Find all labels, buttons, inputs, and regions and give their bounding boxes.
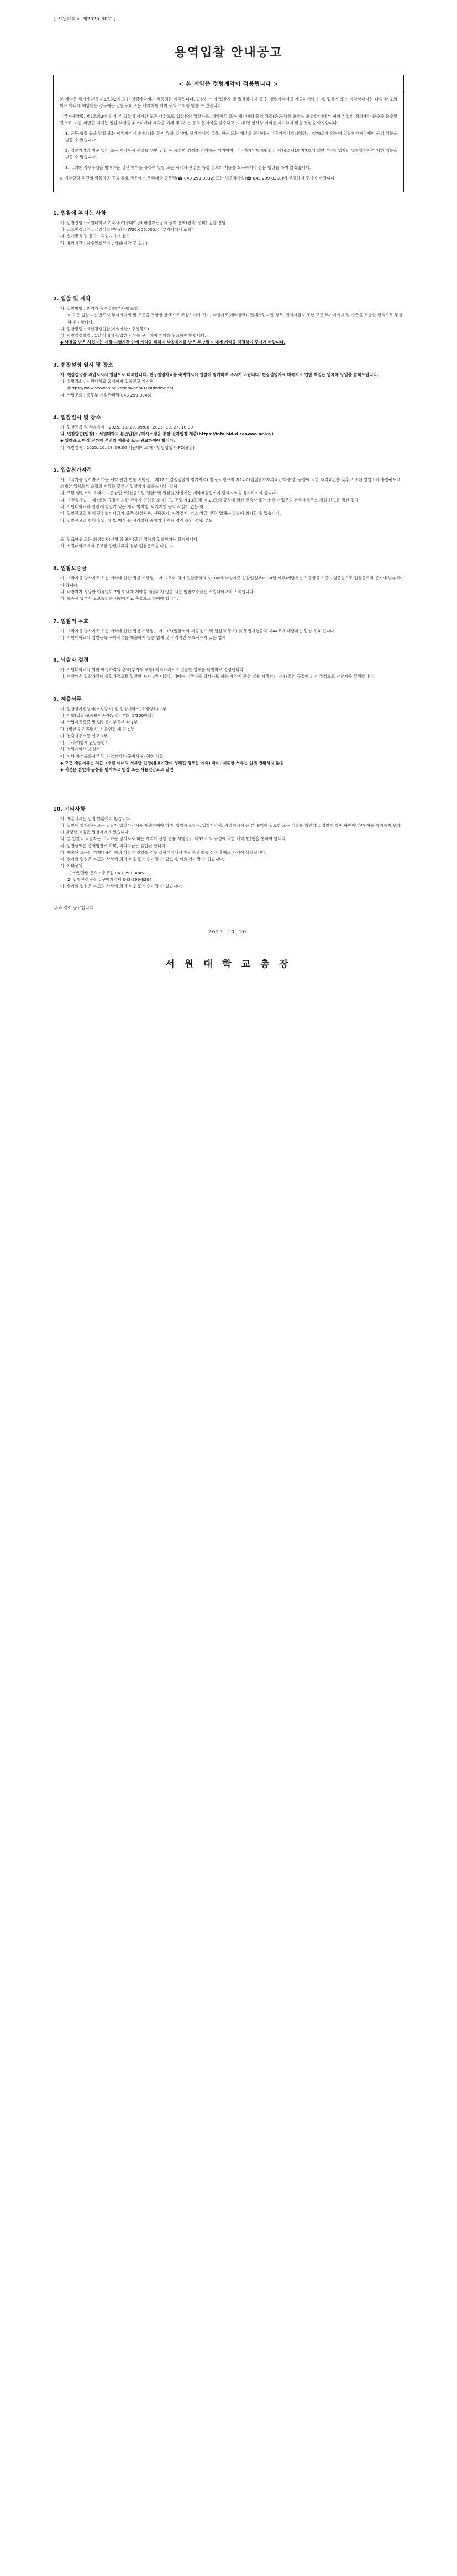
section-bid-bond xyxy=(53,564,404,602)
section-body xyxy=(53,372,404,399)
section-line: 가. 「국가를 당사자로 하는 계약에 관한 법률 시행령」 제39조(입찰서의 제출·접수 및 입찰의 무효) 및 동법시행규칙 제44조에 해당하는 입찰 무효 입니다. xyxy=(60,628,335,634)
section-line: 다. 낙찰결정방법 : 1일 이내에 들입한 서류를 구비하여 계약을 완료하여야 합니다. xyxy=(60,333,206,339)
section-line: 다. 개찰일시 : 2025. 10. 28. 09:00 서원대학교 계약담당당당자 PC(웹면) xyxy=(60,445,195,450)
section-line: 다. 사업자등록증 및 법인등기부등본 각 1부 xyxy=(60,720,138,725)
section-line: 다. 본 입찰의 낙찰자는 「국가를 당사자로 하는 계약에 관한 법률 시행령」 제52조 의 규정에 의한 계약(법)행을 통하여 합니다. xyxy=(60,836,287,842)
section-title: 8. 낙찰자 결정 xyxy=(53,657,89,664)
layout-spacer xyxy=(53,408,404,413)
notice-paragraph: 1. 공동·협정 등을 담합 또는 이익자거나 수수(뇌물)하지 않을 것이며, 관계자에게 금품, 향응 또는 재산상 권익에는 「국가계약법시행령」 제76조에 의하여 입찰참가자격제한 등의 처분을 받을 수 있습니다. xyxy=(65,130,397,142)
section-line: 사. 청렴계약서(소정서) xyxy=(60,747,102,752)
section-title: 10. 기타사항 xyxy=(53,806,86,812)
section-line: 나. 낙찰액은 입찰가격이 동일가격으로 입찰한 자가 2인 이상일 때에는 「국가를 당사자로 하는 계약에 관한 법률 시행령」 제47조의 규정에 의거 추첨으로 낙찰자를 결정합니다. xyxy=(60,674,375,679)
notice-paragraph: 본 계약은 국가계약법 제5조의2에 의한 청렴계약제가 적용되는 계약입니다. 입찰하는 자(입찰자 및 입찰참가자 등)는 청렴계약서를 제출하여야 하며, 입찰자 또는 계약상대자는 다음 각 호의 어느 하나에 해당하는 경우에는 입찰무효 또는 계약해제·해지 등의 조치를 받을 수 있습니다. xyxy=(60,97,397,108)
section-line: 가. 「국가를 당사자로 하는 계약 관한 법률 시행령」 제12조(경쟁입찰의 참가자격) 및 동시행규칙 제14조(입찰참가자격요건의 증명) 규정에 의한 자격요건을 갖추고 주된 영업소가 충청북도에 소재한 업체로서 소정의 서류를 갖추어 입찰참가 등록을 마친 업체 xyxy=(60,477,401,489)
section-line-emphasis: ◆ 낙찰을 받은 사업자는 시장 시행기간 안에 계약을 위하여 낙찰통지를 받은 후 7일 이내에 계약을 체결하여 주시기 바랍니다. xyxy=(60,340,286,345)
section-line: 나. 입찰에 참가하는 모든 입찰자 입찰서약서를 제출하여야 하며, 입찰공고내용, 입찰서약서, 과업지시서 등 본 용역에 필요한 모든 서류를 확인하고 입찰에 참여 하여야 하며 이를 숙지하지 못하여 발생한 책임은 입찰자에게 있습니다. xyxy=(60,822,401,835)
notice-paragraph: ※ 계약담당 직원의 금품향응 등을 강요 경우에는 우리대학 총무팀(☎ 043-299-8032) 또는 법무감사실(☎ 043-299-8208)에 신고하여 주시기 바랍니다. xyxy=(60,175,336,181)
section-line: 다. 보증서 납부시 모보증인은 서원대학교 총장으로 하여야 합니다. xyxy=(60,596,178,601)
layout-spacer xyxy=(53,689,404,695)
issue-date: 2025. 10. 20. xyxy=(208,929,249,935)
notice-box xyxy=(53,75,404,192)
notice-heading: < 본 계약은 정형계약이 적용됩니다 > xyxy=(178,81,279,87)
section-body xyxy=(53,706,404,774)
section-required-documents xyxy=(53,695,404,774)
section-line: 가. 입찰등록 및 서류통제 : 2025. 10. 20. 09:00~2025. 10. 27. 18:00 xyxy=(60,424,193,430)
section-line: 나. 소요예정금액 : 금일이십천만원정(₩30,000,000.-) "부가가치세 포함" xyxy=(60,227,193,233)
notice-paragraph: 3. 고의한 직무수행을 방해하는 설산·행위를 통하여 입찰 또는 계약과 관련한 특정 정보의 제공을 요구하거나 받는 행위를 하지 않겠습니다. xyxy=(65,165,311,170)
section-link[interactable]: (https://www.seowon.ac.kr/seowon/437/subview.do) xyxy=(67,386,174,391)
issuer-signature: 서 원 대 학 교 총 장 xyxy=(165,958,292,970)
section-line: 도, 워크아웃 또는 회생절차(신청 중 포함)중인 업체의 입찰참가는 불가합니다. xyxy=(60,536,199,542)
section-line: 나. 주된 영업소의 소재지 기준상인 "입찰공고일 전일" 및 입찰일(낙찰자는 계약체결일까지 당해지역을 유지하여야 합니다. xyxy=(60,490,277,496)
section-title: 3. 현장설명 일시 및 장소 xyxy=(53,362,114,368)
section-line: 다. 설계방식 및 품도 : 과업지시서 참고 xyxy=(60,234,130,239)
section-line-emphasis: ◆ 입찰공고 마감 전까지 본인의 제출물 모두 완료하여야 합니다. xyxy=(60,438,175,444)
section-line: 라. 서원대학교와 관련·낙찰일기 있는 계약 별이행, 낙기지연 등의 사실이 없는 자 xyxy=(60,504,204,510)
layout-spacer xyxy=(53,524,404,536)
layout-spacer xyxy=(53,783,404,805)
section-title: 4. 입찰일시 및 장소 xyxy=(53,414,101,421)
section-line: 나. 설명장소 : 서원대학교 홈페이지 입찰공고 게시판 xyxy=(60,378,154,384)
section-line: 가. 입찰건명 : 서원대학교 기숙사(CJ경대여관) 환경개선공사 설계 용역(건축, 설비) 입찰 건명 xyxy=(60,220,226,225)
section-body xyxy=(53,477,404,550)
page-title: 용역입찰 안내공고 xyxy=(174,46,283,60)
section-qualification xyxy=(53,466,404,550)
section-line-emphasis: ◆ 모든 제출서류는 최근 1개월 이내의 서류만 인정(유효기간이 정해진 경우는 예외) 하며, 제출한 서류는 일체 반환하지 않음 xyxy=(60,760,284,766)
section-site-briefing xyxy=(53,361,404,399)
section-line: 라. (법인)인감증명서, 사용인감 계 각 1부 xyxy=(60,726,135,732)
layout-spacer xyxy=(53,256,404,294)
closing-statement: 위와 같이 공고합니다. xyxy=(54,905,95,910)
section-line: 사. 기타문의 xyxy=(60,863,83,869)
section-line: 아. 기타 자격등록서류 및 과업지시서(구비서)와 정한 서류 xyxy=(60,753,164,759)
section-title: 6. 입찰보증금 xyxy=(53,566,87,572)
section-line: 마. 제출된 모든의 기재내용이 허위 사실인 것임을 경우 심사대상에서 제외하고 최종 선정 후에도 자격이 상실됩니다. xyxy=(60,849,267,855)
org-tag: [ 서원대학교 제2025-30호 ] xyxy=(54,17,116,22)
section-title: 2. 입찰 및 계약 xyxy=(53,295,91,302)
notice-body xyxy=(54,91,403,192)
contact-line: 2) 입찰관련 문의 : 구매계약팀 043-299-8204 xyxy=(67,877,152,883)
section-note: ※ 모든 입찰자는 반드시 부가가치세 및 모든을 포함한 금액으로 투찰하여야 하며, 낙찰자로(계약금액), 면세사업자인 경우, 면세사업자 또한 모든 부가가치세 및 수급을 포함한 금액으로 투찰하여야 합니다. xyxy=(67,313,403,325)
section-line: 바. 입찰공고일 현재 휴업, 폐업, 매각 등 정리절차 중이거나 재계 정리 중인 업체, 부도 xyxy=(60,518,213,523)
section-line: 나. 입찰방법 : 제한경쟁입찰(지역제한 : 충청북도) xyxy=(60,326,149,331)
section-line: 바. 상기의 일정은 본교의 사정에 의거 취소 또는 연기될 수 있으며, 이의 제기할 수 없습니다. xyxy=(60,857,224,862)
section-body xyxy=(53,424,404,451)
layout-spacer xyxy=(53,558,404,564)
section-bid-subject xyxy=(53,209,404,247)
section-line: 가. 서원대학교에 의한 예정가격의 총액(부가세 포함) 최저가격으로 입찰한 업체를 낙찰자로 결정합니다. xyxy=(60,667,245,673)
notice-paragraph: 「국가계약법, 제5조의2에 의거 본 입찰에 참가한 모든 대상으로 입찰분의 입찰자를, 계약체결 또는 계약이행 등의 과정(준공·납품 포함을 포함한다)에서 이와 직접의 정형계약 준수를 준수할 것으로, 이를 위반할 때에는 입찰·낙찰을 취소하거나 계약을 해제·해지하는 등의 불이익을 감수하고, 이에 민·형사상 이의를 제기하지 않을 것임을 약정합니다. xyxy=(60,113,397,125)
section-body xyxy=(53,667,404,680)
section-body xyxy=(53,220,404,247)
contact-line: 1) 사업관련 문의 : 총무팀 043-299-8045 xyxy=(67,870,144,875)
section-bid-datetime-place xyxy=(53,413,404,451)
section-line: 마. 입찰공고일 현재 관련법이나그가 중쪽 심설처분, 신탁중지, 자격정지, 기소 취급, 행정 업체는 입찰에 참가할 수 없습니다. xyxy=(60,511,281,516)
section-line: 바. 국세·지방세 완납증명서 xyxy=(60,740,109,746)
section-award-decision xyxy=(53,656,404,680)
section-line: 가. 제출서류는 일절 반환하지 않습니다. xyxy=(60,816,132,821)
section-line-emphasis: ◆ 서본은 본인과 공통을 명기하고 인감 또는 사용인감으로 날인 xyxy=(60,767,174,773)
section-line-emphasis: 가. 현장설명을 과업지시서 열람으로 대체합니다. 현장설명자료를 숙지하시어 입찰에 참가하여 주시기 바랍니다. 현장설명자료 미숙지로 인한 책임은 업체에 당일을 밝히드립니다. xyxy=(60,372,379,377)
section-line: 라. 용역기간 : 착수일로부터 7개월(계약 후 협의) xyxy=(60,240,148,246)
section-line: 마. 건축사무소등 신고 1부 xyxy=(60,733,108,738)
section-line-emphasis[interactable]: 나. 입찰방법(입찰) : 서원대학교 본관입찰/구매시스템을 통한 전자입찰 제출(https://info.bid-d.seowon.ac.kr/) xyxy=(60,431,274,437)
section-title: 9. 제출서류 xyxy=(53,696,82,703)
layout-spacer xyxy=(53,355,404,361)
section-line: 아. 상기의 일정은 본교의 사정에 의거 취소 또는 연기될 수 있습니다. xyxy=(60,884,182,889)
section-line: 라. 입찰금액은 총액입찰로 하며, 과다지급은 불합된 합니다. xyxy=(60,843,167,848)
section-body xyxy=(53,628,404,642)
section-title: 1. 입찰에 부치는 사항 xyxy=(53,210,107,217)
section-line: 가. 입찰참가신청서(소정양식) 및 입찰서약서(소정양식) 1부. xyxy=(60,706,168,711)
section-title: 5. 입찰참가자격 xyxy=(53,467,92,473)
layout-spacer xyxy=(53,611,404,617)
section-line: 가. 입찰방법 : 최저가 총액입찰(부가세 포함) xyxy=(60,305,140,311)
section-body xyxy=(53,305,404,346)
section-line: 나. 서원대학교에 입찰등록 구비서류를 제출하지 않은 업체 및 적격적인 무효사유가 있는 업체 xyxy=(60,635,226,640)
section-bid-and-contract xyxy=(53,294,404,346)
layout-spacer xyxy=(53,650,404,656)
section-other-matters xyxy=(53,805,404,890)
notice-paragraph: 2. 입찰가격의 지문 없이 또는 계약목적 서류를 위반 담합 등 공정한 경쟁을 방해하는 행위이며, 「국가계약법시행령」 제76조제1항제7호에 의한 부정당업자의 입찰참가자격 제한 처분을 받을 수 있습니다. xyxy=(65,147,397,160)
layout-spacer xyxy=(53,460,404,466)
section-title: 7. 입찰의 무효 xyxy=(53,618,89,625)
section-line: 사. 서원대학교에서 공고한 관련서류와 첨부 입찰등록을 마친 자 xyxy=(60,543,174,549)
section-line: 다. 「건축사법」 제7조의 규정에 의한 건축사 면허를 소지하고, 동법 제18조 및 제 20조의 규정에 의한 건축사 또는 건축사 업무의 건축사사무소 개설 신고를 필한 업체 xyxy=(60,497,359,503)
section-invalid-bid xyxy=(53,617,404,642)
section-body xyxy=(53,816,404,890)
section-line: 나. 낙찰자가 정당한 이유없이 7일 이내에 계약을 체결하지 않을 시는 입찰보증금은 서원대학교에 귀속됩니다. xyxy=(60,589,255,594)
section-body xyxy=(53,575,404,602)
section-line: 가. 「국가를 당사자로 하는 계약에 관한 법률 시행령」 제37조와 의거 입찰금액의 5/100에(낙찰기준-입찰일정부터 30일 이후)에당하는 보증금을 보증보험증권으로 입찰등록과 동시에 납부하여야 합니다. xyxy=(60,576,404,588)
section-line: 다. 사업문의 : 총무부 시설관리팀(043-299-8045) xyxy=(60,392,152,398)
section-line: 나. 이행(입찰)보증보험증권(입찰금액의 5/100이상) xyxy=(60,712,154,718)
